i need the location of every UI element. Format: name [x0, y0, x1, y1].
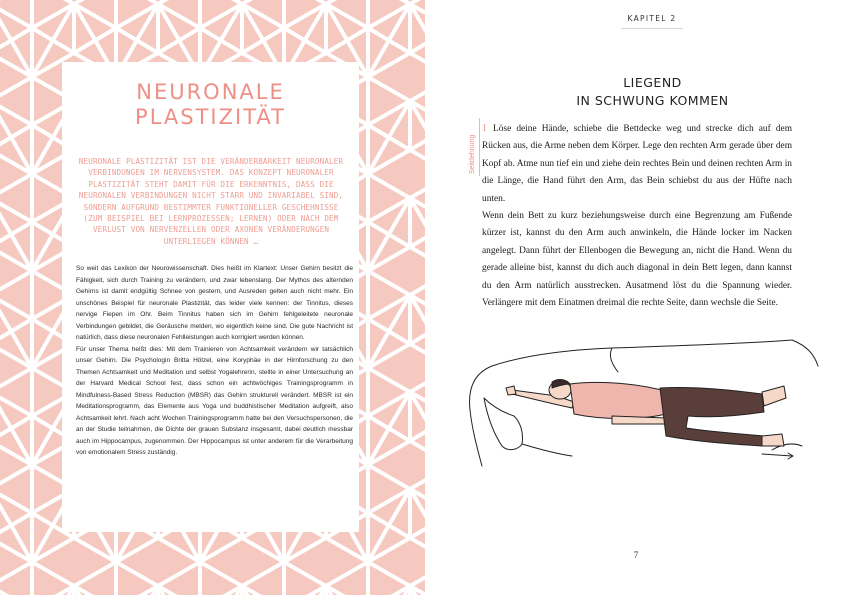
- text-card: [62, 62, 359, 532]
- chapter-divider: [621, 28, 683, 29]
- step-number: 1: [482, 123, 487, 134]
- lying-stretch-illustration: [462, 332, 832, 472]
- exercise-instructions: [482, 120, 792, 312]
- arm-hand: [506, 386, 516, 395]
- instruction-paragraph-2: Wenn dein Bett zu kurz beziehungsweise durch eine Begrenzung am Fußende kürzer ist, kannst du den Arm auch anwinkeln, die Hände locker im Nacken angelegt. Dann führt der Ellenbogen die Bewegung an, nicht die Hand. Wenn du gerade alleine bist, kannst du dich auch diagonal in dein Bett legen, dann kannst du den Arm natürlich ausstrecken. Ausatmend löst du die Spannung wieder. Verlängere mit dem Einatmen dreimal die rechte Seite, dann wechsle die Seite.: [482, 211, 792, 309]
- heading-line-2: IN SCHWUNG KOMMEN: [576, 93, 729, 108]
- page-number: 7: [633, 550, 639, 560]
- title-line-1: NEURONALE: [136, 80, 285, 104]
- instruction-paragraph-1: [482, 120, 792, 208]
- chapter-label: KAPITEL 2: [627, 14, 677, 23]
- lead-definition: NEURONALE PLASTIZITÄT IST DIE VERÄNDERBARKEIT NEURONALER VERBINDUNGEN IM NERVENSYSTEM. DAS KONZEPT NEURONALER PLASTIZITÄT STEHT DAMIT FÜR DIE ERKENNTNIS, DASS DIE NEURONALEN VERBINDUNGEN NICHT STARR UND INVARIABEL SIND, SONDERN AUFGRUND BESTIMMTER FUNKTIONELLER GESCHEHNISSE (ZUM BEISPIEL BEI LERNPROZESSEN; LERNEN) ODER NACH DEM VERLUST VON NERVENZELLEN ODER AXONEN VERÄNDERUNGEN UNTERLIEGEN KÖNNEN …: [78, 157, 344, 246]
- foot-lower: [762, 434, 784, 446]
- side-tab-label: Seitdehnung: [469, 134, 476, 174]
- heading-line-1: LIEGEND: [623, 75, 682, 90]
- side-tab: [463, 118, 480, 176]
- pants: [660, 387, 764, 446]
- shirt: [570, 382, 666, 418]
- foot-upper: [762, 386, 786, 406]
- section-title: [62, 80, 359, 130]
- left-body-text: [76, 263, 353, 459]
- right-page: [425, 0, 850, 595]
- left-paragraph-2: Für unser Thema heißt dies: Mit dem Trainieren von Achtsamkeit verändern wir tatsächlich unser Gehirn. Die Psychologin Britta Hölzel, eine Koryphäe in der Hirnforschung zu den Themen Achtsamkeit und Meditation und selbst Yogalehrerin, stellte in einer Untersuchung an der Harvard Medical School fest, dass schon ein achtwöchiges Trainingsprogramm in Mindfulness-Based Stress Reduction (MBSR) das Gehirn strukturell verändert. MBSR ist ein Meditationsprogramm, das Elemente aus Yoga und buddhistischer Meditation aufgreift, also Achtsamkeit lehrt. Nach acht Wochen Trainingsprogramm hatte bei den Versuchspersonen, die an der Studie teilnahmen, die Dichte der grauen Substanz insgesamt, dabei deutlich messbar auch im Hippocampus, zugenommen. Der Hippocampus ist unter anderem für die Verarbeitung von emotionalem Stress zuständig.: [76, 345, 353, 456]
- lower-arm: [612, 416, 668, 424]
- person-figure: [506, 380, 786, 446]
- title-line-2: PLASTIZITÄT: [135, 105, 286, 129]
- side-tab-bar: [479, 118, 481, 176]
- left-paragraph-1: So weit das Lexikon der Neurowissenschaft. Dies heißt im Klartext: Unser Gehirn besitzt die Fähigkeit, sich durch Training zu verändern, und zwar lebenslang. Der Mythos des alternden Gehirns ist damit endgültig Schnee von gestern, und Ausreden gelten auch nicht mehr. Ein unschönes Beispiel für neuronale Plastizität, das leider viele kennen: der Tinnitus, dieses nervige Fiepen im Ohr. Beim Tinnitus haben sich im Gehirn fehlgeleitete neuronale Verbindungen gebildet, die Geräusche melden, wo eigentlich keine sind. Die gute Nachricht ist natürlich, dass diese neuronalen Fehlleistungen auch korrigiert werden können.: [76, 265, 353, 341]
- instruction-text-1: Löse deine Hände, schiebe die Bettdecke weg und strecke dich auf dem Rücken aus, die Arme neben dem Körper. Lege den rechten Arm gerade über dem Kopf ab. Atme nun tief ein und ziehe dein rechtes Bein und deinen rechten Arm in die Länge, die Hand führt den Arm, das Bein schiebst du aus der Hüfte nach unten.: [482, 124, 792, 204]
- exercise-heading: [555, 74, 750, 110]
